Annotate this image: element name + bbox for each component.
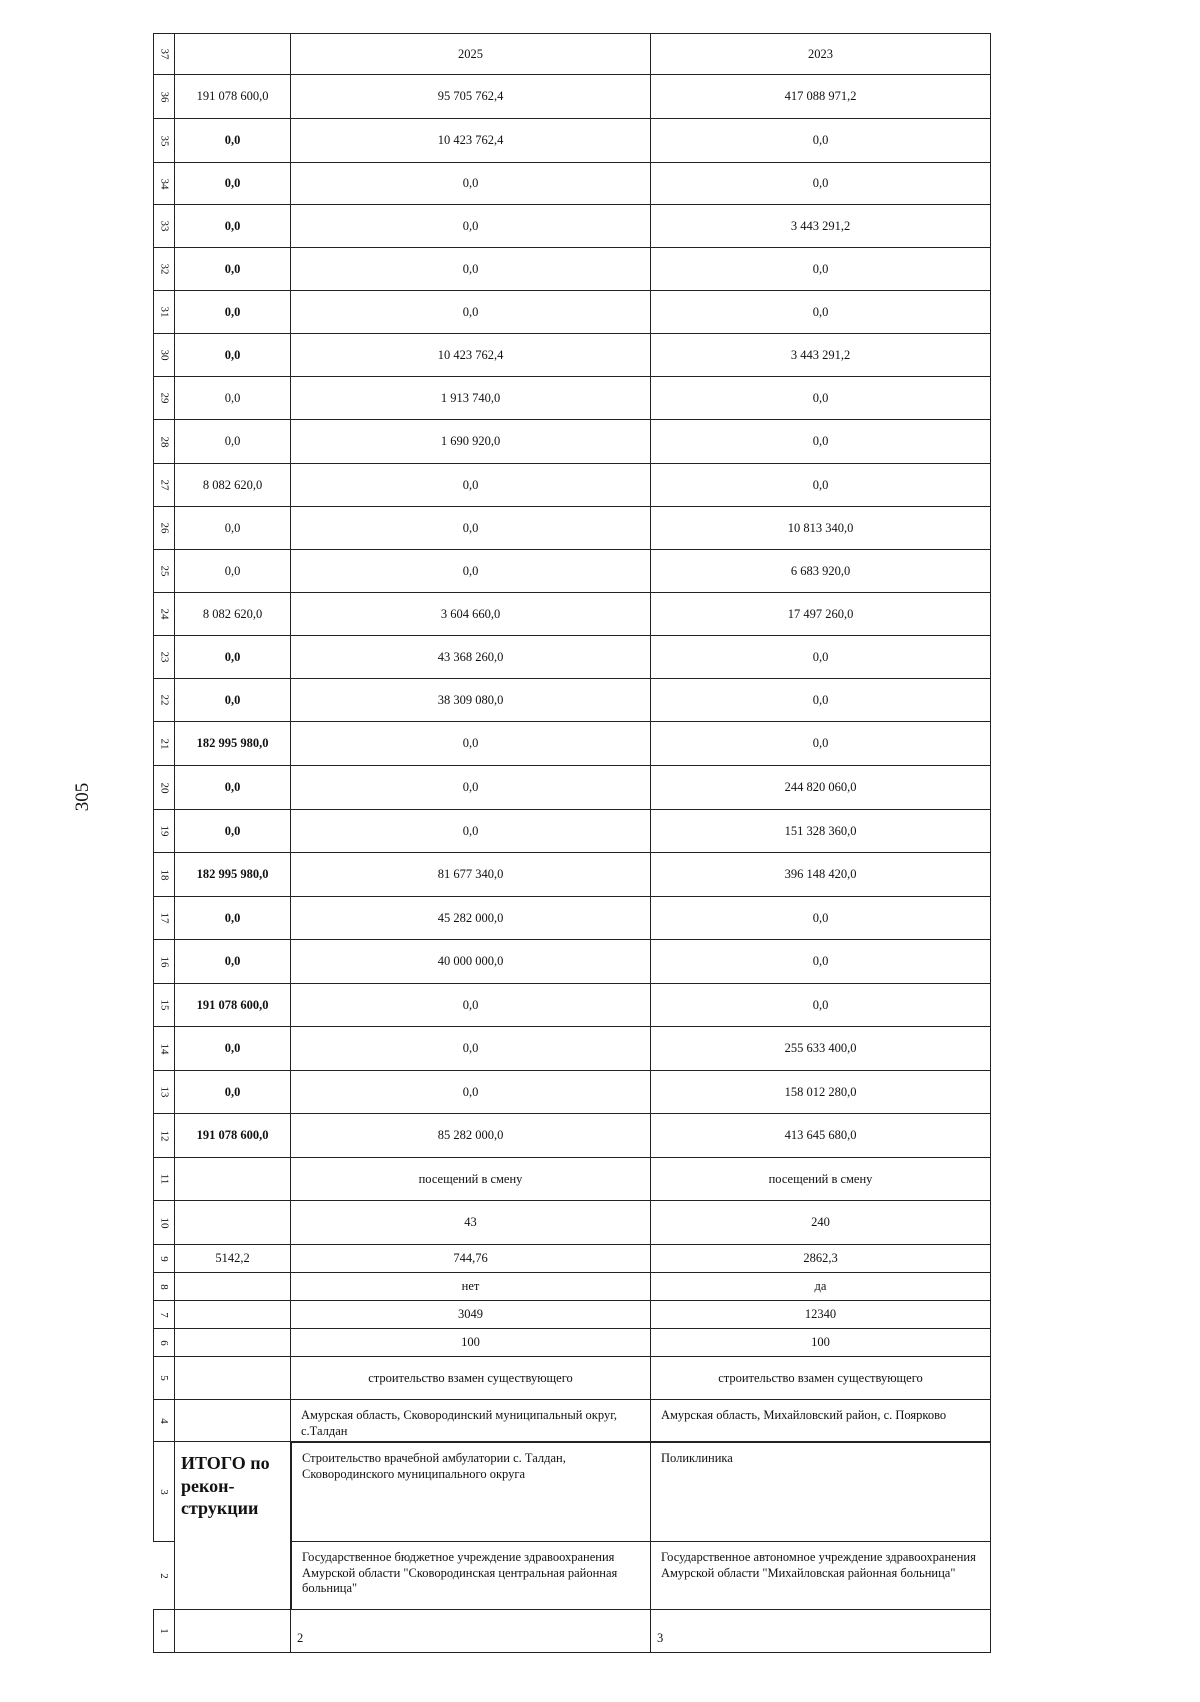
row-number (153, 1114, 175, 1157)
row-number-label: 19 (158, 825, 170, 837)
value-cell-b: 151 328 360,0 (651, 810, 991, 852)
total-cell: 0,0 (175, 291, 291, 333)
merged-block (153, 1442, 991, 1610)
total-cell: 0,0 (175, 810, 291, 852)
value-cell-b: 0,0 (651, 636, 991, 678)
total-cell: 0,0 (175, 420, 291, 463)
table-row (153, 1357, 991, 1400)
row-number (153, 205, 175, 247)
row-number-label: 34 (158, 178, 170, 189)
row-number (153, 984, 175, 1026)
row-number-label: 1 (158, 1628, 170, 1634)
row-number-label: 33 (158, 220, 170, 232)
value-cell-b: посещений в смену (651, 1158, 991, 1200)
value-cell-a: 744,76 (291, 1245, 651, 1272)
total-cell (175, 1610, 291, 1652)
value-cell-a: 0,0 (291, 984, 651, 1026)
total-cell: 0,0 (175, 550, 291, 592)
table-row (153, 1610, 991, 1653)
value-cell-b: 0,0 (651, 291, 991, 333)
table-row (153, 1114, 991, 1158)
value-cell-a: 45 282 000,0 (291, 897, 651, 939)
value-cell-a: 100 (291, 1329, 651, 1356)
value-cell-b: 6 683 920,0 (651, 550, 991, 592)
value-cell-b: 10 813 340,0 (651, 507, 991, 549)
value-cell-b: 0,0 (651, 984, 991, 1026)
row-number-label: 6 (158, 1339, 170, 1346)
row-number (153, 1400, 175, 1441)
value-cell-b: 244 820 060,0 (651, 766, 991, 809)
table-row (153, 1273, 991, 1301)
row-number (153, 291, 175, 333)
total-cell (175, 34, 291, 74)
organization-cell-b: Государственное автономное учреждение здравоохранения Амурской области "Михайловская районная больница" (651, 1542, 991, 1609)
total-cell: 0,0 (175, 163, 291, 204)
row-number (153, 1610, 175, 1652)
data-table (153, 33, 991, 1653)
table-row (153, 1301, 991, 1329)
value-cell-b: 0,0 (651, 722, 991, 765)
value-cell-a: 2025 (291, 34, 651, 74)
value-cell-b: 0,0 (651, 248, 991, 290)
table-row (291, 1442, 991, 1542)
table-row (153, 810, 991, 853)
row-number-label: 4 (158, 1417, 170, 1424)
value-cell-a: 81 677 340,0 (291, 853, 651, 896)
row-number (153, 1442, 175, 1542)
value-cell-a: 1 913 740,0 (291, 377, 651, 419)
project-cell-b: Поликлиника (651, 1443, 991, 1541)
organization-cell-a: Государственное бюджетное учреждение здравоохранения Амурской области "Сковородинская центральная районная больница" (291, 1542, 651, 1609)
value-cell-b: 158 012 280,0 (651, 1071, 991, 1113)
row-number-label: 16 (158, 956, 170, 967)
row-number (153, 550, 175, 592)
total-cell: 0,0 (175, 940, 291, 983)
table-row (153, 119, 991, 163)
value-cell-a: 0,0 (291, 464, 651, 506)
value-cell-a: 38 309 080,0 (291, 679, 651, 721)
row-number-label: 15 (158, 999, 170, 1011)
total-cell: 0,0 (175, 897, 291, 939)
table-row (153, 722, 991, 766)
row-number (153, 248, 175, 290)
table-row (153, 291, 991, 334)
column-index-a: 2 (291, 1610, 651, 1652)
row-number (153, 810, 175, 852)
number-column (153, 1442, 175, 1610)
row-number (153, 722, 175, 765)
table-row (153, 679, 991, 722)
value-cell-b: 0,0 (651, 377, 991, 419)
row-number-label: 3 (158, 1488, 170, 1495)
row-number (153, 1201, 175, 1244)
row-number (153, 766, 175, 809)
total-cell (175, 1357, 291, 1399)
total-cell: 0,0 (175, 1027, 291, 1070)
value-cell-b: 3 443 291,2 (651, 205, 991, 247)
row-number (153, 1542, 175, 1610)
table-row (153, 1071, 991, 1114)
table-row (153, 1158, 991, 1201)
value-cell-a: 10 423 762,4 (291, 334, 651, 376)
table-row (153, 205, 991, 248)
value-cell-b: 3 443 291,2 (651, 334, 991, 376)
table-row (153, 550, 991, 593)
table-row (291, 1542, 991, 1610)
value-cell-b: 100 (651, 1329, 991, 1356)
row-number-label: 11 (158, 1173, 170, 1185)
value-cell-a: 0,0 (291, 291, 651, 333)
row-number (153, 464, 175, 506)
value-cell-a: 0,0 (291, 507, 651, 549)
total-cell: 182 995 980,0 (175, 722, 291, 765)
table-row (153, 377, 991, 420)
value-cell-a: посещений в смену (291, 1158, 651, 1200)
value-cell-a: 0,0 (291, 1027, 651, 1070)
table-row (153, 984, 991, 1027)
row-number-label: 9 (158, 1255, 170, 1262)
row-number (153, 679, 175, 721)
row-number-label: 5 (158, 1375, 170, 1381)
row-number (153, 853, 175, 896)
value-cell-b: 417 088 971,2 (651, 75, 991, 118)
value-cell-b: 0,0 (651, 119, 991, 162)
table-row (153, 593, 991, 636)
total-cell: 0,0 (175, 119, 291, 162)
value-cell-b: 0,0 (651, 163, 991, 204)
value-cell-b: 2862,3 (651, 1245, 991, 1272)
row-number (153, 897, 175, 939)
row-number (153, 420, 175, 463)
row-number (153, 1301, 175, 1328)
row-number (153, 593, 175, 635)
row-number (153, 334, 175, 376)
row-number-label: 17 (158, 912, 170, 924)
row-number-label: 22 (158, 694, 170, 706)
row-number-label: 18 (158, 869, 170, 880)
row-number-label: 28 (158, 436, 170, 447)
row-number-label: 7 (158, 1311, 170, 1318)
total-cell: 191 078 600,0 (175, 1114, 291, 1157)
value-cell-b: 17 497 260,0 (651, 593, 991, 635)
table-row (153, 75, 991, 119)
table-row (153, 464, 991, 507)
table-row (153, 897, 991, 940)
value-cell-a: нет (291, 1273, 651, 1300)
total-cell: 0,0 (175, 636, 291, 678)
table-row (153, 1245, 991, 1273)
value-cell-a: 0,0 (291, 205, 651, 247)
total-cell: 0,0 (175, 377, 291, 419)
total-cell: 191 078 600,0 (175, 75, 291, 118)
value-cell-a: 0,0 (291, 722, 651, 765)
row-number-label: 13 (158, 1086, 170, 1098)
page-number: 305 (72, 782, 93, 812)
value-cell-b: 240 (651, 1201, 991, 1244)
row-number-label: 20 (158, 782, 170, 793)
row-number-label: 37 (158, 48, 170, 60)
value-cell-b: 255 633 400,0 (651, 1027, 991, 1070)
total-cell: 0,0 (175, 205, 291, 247)
table-row (153, 1027, 991, 1071)
row-number-label: 21 (158, 738, 170, 749)
row-number-label: 35 (158, 135, 170, 146)
table-row (153, 248, 991, 291)
total-cell: 8 082 620,0 (175, 464, 291, 506)
row-number (153, 1273, 175, 1300)
value-cell-a: 0,0 (291, 1071, 651, 1113)
total-cell: 5142,2 (175, 1245, 291, 1272)
value-cell-b: 12340 (651, 1301, 991, 1328)
value-cell-a: 0,0 (291, 550, 651, 592)
total-cell (175, 1273, 291, 1300)
total-cell (175, 1329, 291, 1356)
table-row (153, 163, 991, 205)
row-number-label: 27 (158, 479, 170, 491)
description-columns (291, 1442, 991, 1610)
row-number-label: 14 (158, 1043, 170, 1054)
row-number-label: 29 (158, 392, 170, 404)
address-cell-b: Амурская область, Михайловский район, с. Поярково (651, 1400, 991, 1441)
row-number-label: 25 (158, 565, 170, 577)
total-cell: 0,0 (175, 334, 291, 376)
row-number (153, 1357, 175, 1399)
row-number (153, 1158, 175, 1200)
table-row (153, 1329, 991, 1357)
value-cell-b: 396 148 420,0 (651, 853, 991, 896)
table-row (153, 334, 991, 377)
total-cell: 8 082 620,0 (175, 593, 291, 635)
table-row (153, 33, 991, 75)
row-number-label: 2 (157, 1572, 170, 1579)
value-cell-b: да (651, 1273, 991, 1300)
table-row (153, 1201, 991, 1245)
value-cell-b: 0,0 (651, 464, 991, 506)
row-number-label: 12 (158, 1130, 170, 1141)
value-cell-b: 0,0 (651, 679, 991, 721)
total-cell (175, 1301, 291, 1328)
total-cell: 0,0 (175, 766, 291, 809)
row-number-label: 10 (158, 1217, 170, 1228)
row-number (153, 1071, 175, 1113)
value-cell-b: 0,0 (651, 897, 991, 939)
value-cell-a: 1 690 920,0 (291, 420, 651, 463)
value-cell-a: 0,0 (291, 248, 651, 290)
table-row (153, 940, 991, 984)
row-number-label: 31 (158, 306, 170, 318)
value-cell-b: 0,0 (651, 940, 991, 983)
value-cell-a: строительство взамен существующего (291, 1357, 651, 1399)
row-number (153, 119, 175, 162)
project-cell-a: Строительство врачебной амбулатории с. Талдан, Сковородинского муниципального округа (291, 1443, 651, 1541)
value-cell-b: строительство взамен существующего (651, 1357, 991, 1399)
total-cell: 0,0 (175, 679, 291, 721)
table-row (153, 1400, 991, 1442)
total-cell: 0,0 (175, 248, 291, 290)
row-number (153, 377, 175, 419)
row-number (153, 636, 175, 678)
row-number-label: 30 (158, 349, 170, 361)
row-number (153, 1245, 175, 1272)
value-cell-b: 0,0 (651, 420, 991, 463)
total-cell: 0,0 (175, 507, 291, 549)
row-number-label: 8 (158, 1283, 170, 1290)
total-cell: 182 995 980,0 (175, 853, 291, 896)
row-number-label: 26 (158, 522, 170, 534)
row-number-label: 32 (158, 263, 170, 275)
value-cell-a: 10 423 762,4 (291, 119, 651, 162)
table-row (153, 420, 991, 464)
row-number-label: 23 (158, 651, 170, 663)
total-cell (175, 1201, 291, 1244)
value-cell-a: 40 000 000,0 (291, 940, 651, 983)
value-cell-a: 43 368 260,0 (291, 636, 651, 678)
total-cell (175, 1400, 291, 1441)
value-cell-a: 3049 (291, 1301, 651, 1328)
table-row (153, 766, 991, 810)
row-number (153, 34, 175, 74)
table-row (153, 853, 991, 897)
total-cell (175, 1158, 291, 1200)
value-cell-a: 43 (291, 1201, 651, 1244)
value-cell-a: 0,0 (291, 810, 651, 852)
value-cell-b: 413 645 680,0 (651, 1114, 991, 1157)
value-cell-a: 3 604 660,0 (291, 593, 651, 635)
value-cell-a: 85 282 000,0 (291, 1114, 651, 1157)
row-number (153, 75, 175, 118)
table-row (153, 507, 991, 550)
row-number (153, 163, 175, 204)
row-number (153, 507, 175, 549)
itogo-label: ИТОГО по рекон-струкции (175, 1442, 291, 1610)
column-index-b: 3 (651, 1610, 991, 1652)
row-number-label: 36 (158, 91, 170, 102)
table-row (153, 636, 991, 679)
total-cell: 191 078 600,0 (175, 984, 291, 1026)
value-cell-b: 2023 (651, 34, 991, 74)
value-cell-a: 0,0 (291, 163, 651, 204)
row-number (153, 940, 175, 983)
value-cell-a: 0,0 (291, 766, 651, 809)
address-cell-a: Амурская область, Сковородинский муниципальный округ, с.Талдан (291, 1400, 651, 1441)
row-number (153, 1027, 175, 1070)
row-number-label: 24 (158, 608, 170, 620)
row-number (153, 1329, 175, 1356)
value-cell-a: 95 705 762,4 (291, 75, 651, 118)
total-cell: 0,0 (175, 1071, 291, 1113)
